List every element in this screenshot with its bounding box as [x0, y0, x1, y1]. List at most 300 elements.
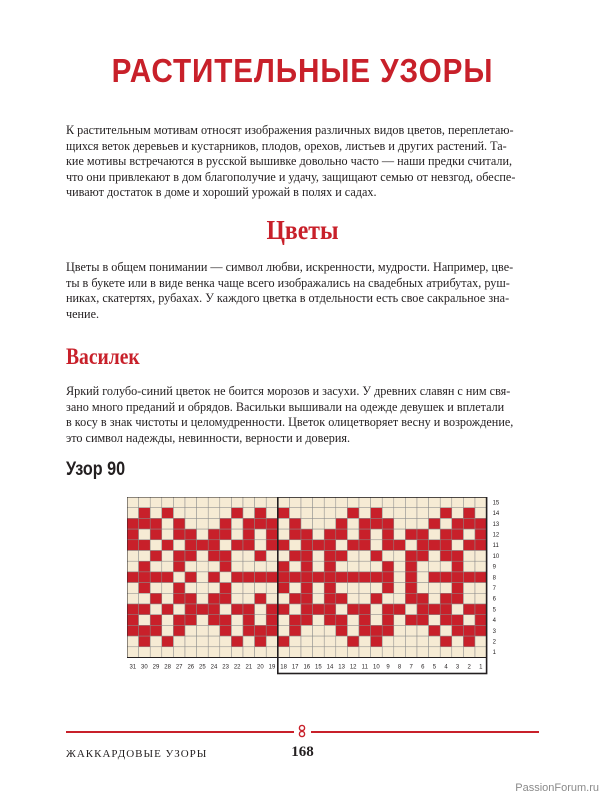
pattern-cell — [440, 572, 452, 583]
pattern-cell — [475, 636, 487, 647]
pattern-cell — [185, 572, 197, 583]
pattern-cell — [382, 647, 394, 658]
pattern-cell — [382, 615, 394, 626]
pattern-cell — [197, 572, 209, 583]
pattern-cell — [324, 551, 336, 562]
column-label: 23 — [222, 664, 229, 671]
pattern-cell — [243, 540, 255, 551]
pattern-cell — [336, 518, 348, 529]
pattern-cell — [278, 540, 290, 551]
pattern-cell — [266, 593, 278, 604]
pattern-cell — [452, 508, 464, 519]
pattern-cell — [197, 583, 209, 594]
row-label: 3 — [492, 628, 496, 635]
subsection-paragraph — [66, 384, 560, 446]
pattern-cell — [324, 625, 336, 636]
pattern-cell — [289, 593, 301, 604]
pattern-cell — [197, 518, 209, 529]
pattern-cell — [173, 593, 185, 604]
pattern-cell — [324, 636, 336, 647]
pattern-cell — [405, 615, 417, 626]
pattern-cell — [417, 572, 429, 583]
pattern-cell — [347, 604, 359, 615]
section-line: никах, скатертях, рубахах. У каждого цветка в отдельности есть свое сакральное зна- — [66, 291, 510, 306]
pattern-cell — [278, 561, 290, 572]
column-label: 13 — [338, 664, 345, 671]
pattern-cell — [289, 604, 301, 615]
pattern-cell — [266, 615, 278, 626]
pattern-cell — [208, 561, 220, 572]
pattern-cell — [452, 561, 464, 572]
pattern-cell — [382, 572, 394, 583]
pattern-cell — [266, 647, 278, 658]
pattern-cell — [139, 636, 151, 647]
footer-ornament-icon — [295, 724, 309, 738]
pattern-cell — [278, 518, 290, 529]
pattern-cell — [208, 540, 220, 551]
pattern-cell — [289, 551, 301, 562]
column-label: 5 — [432, 664, 437, 671]
pattern-cell — [347, 529, 359, 540]
pattern-cell — [231, 551, 243, 562]
pattern-cell — [173, 625, 185, 636]
pattern-cell — [127, 572, 139, 583]
pattern-cell — [220, 583, 232, 594]
pattern-cell — [463, 529, 475, 540]
pattern-cell — [371, 529, 383, 540]
pattern-cell — [231, 647, 243, 658]
pattern-cell — [255, 636, 267, 647]
pattern-cell — [347, 508, 359, 519]
pattern-cell — [452, 583, 464, 594]
pattern-cell — [150, 540, 162, 551]
pattern-cell — [417, 529, 429, 540]
pattern-cell — [289, 636, 301, 647]
pattern-cell — [185, 583, 197, 594]
column-label: 14 — [326, 664, 334, 671]
pattern-cell — [162, 604, 174, 615]
pattern-cell — [208, 518, 220, 529]
pattern-cell — [278, 497, 290, 508]
column-label: 24 — [210, 664, 218, 671]
pattern-cell — [243, 636, 255, 647]
pattern-cell — [197, 529, 209, 540]
pattern-cell — [301, 529, 313, 540]
column-label: 15 — [315, 664, 322, 671]
row-label: 1 — [492, 650, 496, 657]
pattern-cell — [231, 561, 243, 572]
pattern-cell — [359, 497, 371, 508]
pattern-cell — [440, 508, 452, 519]
pattern-cell — [336, 615, 348, 626]
pattern-cell — [429, 647, 441, 658]
pattern-cell — [452, 647, 464, 658]
pattern-cell — [208, 615, 220, 626]
column-label: 22 — [233, 664, 241, 671]
pattern-cell — [336, 647, 348, 658]
pattern-cell — [429, 540, 441, 551]
pattern-cell — [278, 583, 290, 594]
pattern-cell — [371, 615, 383, 626]
column-label: 29 — [152, 664, 160, 671]
pattern-cell — [278, 508, 290, 519]
pattern-cell — [150, 615, 162, 626]
pattern-cell — [382, 636, 394, 647]
pattern-cell — [463, 508, 475, 519]
row-label: 8 — [492, 575, 496, 582]
pattern-cell — [185, 593, 197, 604]
pattern-cell — [127, 561, 139, 572]
pattern-cell — [452, 593, 464, 604]
pattern-cell — [243, 518, 255, 529]
pattern-cell — [429, 529, 441, 540]
intro-line: что они привлекают в дом благополучие и удачу, защищают семью от невзгод, обеспе- — [66, 169, 516, 184]
pattern-cell — [173, 508, 185, 519]
pattern-cell — [440, 615, 452, 626]
pattern-cell — [127, 615, 139, 626]
pattern-cell — [266, 508, 278, 519]
pattern-cell — [220, 551, 232, 562]
pattern-cell — [405, 583, 417, 594]
pattern-cell — [429, 497, 441, 508]
pattern-cell — [394, 615, 406, 626]
pattern-cell — [475, 625, 487, 636]
pattern-cell — [313, 583, 325, 594]
pattern-cell — [324, 518, 336, 529]
pattern-cell — [185, 529, 197, 540]
pattern-cell — [243, 529, 255, 540]
pattern-cell — [394, 540, 406, 551]
pattern-cell — [185, 604, 197, 615]
pattern-cell — [185, 615, 197, 626]
pattern-cell — [371, 497, 383, 508]
pattern-cell — [417, 604, 429, 615]
pattern-cell — [231, 604, 243, 615]
pattern-cell — [313, 593, 325, 604]
pattern-cell — [382, 529, 394, 540]
pattern-cell — [475, 540, 487, 551]
pattern-cell — [301, 540, 313, 551]
pattern-cell — [359, 636, 371, 647]
pattern-cell — [220, 540, 232, 551]
pattern-cell — [405, 604, 417, 615]
pattern-cell — [127, 518, 139, 529]
pattern-cell — [405, 561, 417, 572]
pattern-cell — [359, 551, 371, 562]
pattern-cell — [127, 604, 139, 615]
pattern-cell — [359, 625, 371, 636]
column-label: 20 — [257, 664, 264, 671]
pattern-cell — [220, 529, 232, 540]
pattern-cell — [255, 647, 267, 658]
pattern-cell — [382, 583, 394, 594]
pattern-cell — [417, 551, 429, 562]
pattern-cell — [463, 583, 475, 594]
pattern-cell — [173, 572, 185, 583]
column-label: 27 — [175, 664, 183, 671]
column-label: 11 — [361, 664, 368, 671]
section-line: Цветы в общем понимании — символ любви, искренности, мудрости. Например, цве- — [66, 260, 514, 274]
watermark: PassionForum.ru — [515, 782, 599, 794]
pattern-cell — [197, 647, 209, 658]
pattern-cell — [440, 593, 452, 604]
pattern-cell — [289, 615, 301, 626]
pattern-cell — [324, 604, 336, 615]
pattern-cell — [429, 561, 441, 572]
pattern-cell — [405, 497, 417, 508]
pattern-cell — [255, 593, 267, 604]
pattern-cell — [278, 647, 290, 658]
pattern-cell — [162, 593, 174, 604]
pattern-cell — [162, 647, 174, 658]
pattern-cell — [347, 572, 359, 583]
pattern-cell — [289, 529, 301, 540]
pattern-cell — [301, 593, 313, 604]
subsection-line: в косу в знак чистоты и целомудренности. Цветок олицетворяет весну и возрождение, — [66, 415, 514, 430]
pattern-cell — [208, 508, 220, 519]
pattern-cell — [150, 518, 162, 529]
column-label: 21 — [245, 664, 253, 671]
footer-divider-right — [311, 731, 539, 733]
pattern-cell — [371, 551, 383, 562]
pattern-cell — [173, 529, 185, 540]
column-label: 2 — [467, 664, 471, 671]
row-label: 15 — [492, 500, 500, 507]
pattern-cell — [208, 551, 220, 562]
pattern-cell — [185, 551, 197, 562]
pattern-cell — [150, 636, 162, 647]
column-label: 25 — [199, 664, 206, 671]
pattern-cell — [394, 636, 406, 647]
pattern-cell — [324, 593, 336, 604]
pattern-cell — [347, 518, 359, 529]
pattern-cell — [220, 604, 232, 615]
pattern-cell — [324, 497, 336, 508]
pattern-cell — [150, 497, 162, 508]
pattern-cell — [243, 497, 255, 508]
pattern-cell — [359, 529, 371, 540]
pattern-cell — [452, 625, 464, 636]
pattern-cell — [440, 604, 452, 615]
pattern-cell — [382, 551, 394, 562]
pattern-cell — [324, 572, 336, 583]
pattern-cell — [208, 572, 220, 583]
pattern-cell — [139, 572, 151, 583]
pattern-cell — [231, 625, 243, 636]
pattern-cell — [220, 625, 232, 636]
pattern-cell — [278, 551, 290, 562]
pattern-cell — [429, 625, 441, 636]
pattern-cell — [336, 636, 348, 647]
pattern-cell — [463, 561, 475, 572]
pattern-cell — [139, 583, 151, 594]
pattern-cell — [394, 572, 406, 583]
pattern-cell — [243, 508, 255, 519]
pattern-cell — [452, 604, 464, 615]
pattern-cell — [150, 551, 162, 562]
pattern-cell — [440, 561, 452, 572]
pattern-cell — [301, 604, 313, 615]
pattern-cell — [359, 593, 371, 604]
pattern-cell — [208, 497, 220, 508]
pattern-cell — [371, 593, 383, 604]
pattern-cell — [266, 529, 278, 540]
footer-book-title: ЖАККАРДОВЫЕ УЗОРЫ — [66, 748, 208, 760]
pattern-cell — [417, 497, 429, 508]
pattern-cell — [185, 647, 197, 658]
pattern-cell — [139, 647, 151, 658]
pattern-cell — [127, 551, 139, 562]
pattern-cell — [127, 647, 139, 658]
pattern-cell — [197, 551, 209, 562]
pattern-cell — [463, 497, 475, 508]
pattern-cell — [185, 540, 197, 551]
pattern-cell — [324, 647, 336, 658]
pattern-cell — [417, 561, 429, 572]
section-title: Цветы — [266, 215, 339, 245]
pattern-cell — [417, 583, 429, 594]
pattern-cell — [336, 572, 348, 583]
pattern-cell — [150, 625, 162, 636]
pattern-cell — [162, 551, 174, 562]
pattern-cell — [417, 625, 429, 636]
pattern-cell — [475, 497, 487, 508]
pattern-cell — [394, 604, 406, 615]
pattern-cell — [371, 540, 383, 551]
pattern-cell — [429, 583, 441, 594]
pattern-cell — [347, 551, 359, 562]
column-label: 18 — [280, 664, 287, 671]
pattern-cell — [440, 647, 452, 658]
pattern-cell — [475, 508, 487, 519]
pattern-cell — [336, 593, 348, 604]
pattern-cell — [359, 561, 371, 572]
pattern-cell — [173, 647, 185, 658]
pattern-cell — [394, 593, 406, 604]
pattern-cell — [301, 572, 313, 583]
pattern-cell — [243, 561, 255, 572]
pattern-cell — [255, 572, 267, 583]
row-label: 9 — [492, 564, 496, 571]
pattern-cell — [208, 604, 220, 615]
pattern-cell — [197, 604, 209, 615]
pattern-cell — [139, 593, 151, 604]
pattern-cell — [266, 518, 278, 529]
pattern-cell — [231, 497, 243, 508]
pattern-cell — [139, 518, 151, 529]
pattern-cell — [440, 529, 452, 540]
pattern-cell — [359, 572, 371, 583]
pattern-cell — [289, 518, 301, 529]
pattern-cell — [231, 583, 243, 594]
pattern-cell — [139, 551, 151, 562]
pattern-cell — [208, 647, 220, 658]
pattern-cell — [324, 615, 336, 626]
section-line: ты в букете или в виде венка чаще всего изображались на свадебных атрибутах, руш- — [66, 275, 510, 290]
column-label: 31 — [129, 664, 137, 671]
pattern-cell — [324, 529, 336, 540]
pattern-cell — [173, 583, 185, 594]
pattern-cell — [208, 529, 220, 540]
pattern-cell — [266, 572, 278, 583]
pattern-cell — [208, 625, 220, 636]
row-label: 7 — [492, 585, 496, 592]
pattern-cell — [127, 625, 139, 636]
pattern-cell — [463, 593, 475, 604]
pattern-cell — [382, 508, 394, 519]
pattern-cell — [347, 561, 359, 572]
pattern-cell — [173, 604, 185, 615]
pattern-cell — [278, 593, 290, 604]
pattern-cell — [255, 604, 267, 615]
pattern-cell — [475, 583, 487, 594]
pattern-cell — [359, 647, 371, 658]
pattern-cell — [185, 518, 197, 529]
pattern-cell — [289, 497, 301, 508]
pattern-cell — [313, 604, 325, 615]
pattern-cell — [475, 647, 487, 658]
pattern-cell — [301, 551, 313, 562]
intro-line: К растительным мотивам относят изображения различных видов цветов, переплетаю- — [66, 123, 514, 137]
pattern-cell — [185, 561, 197, 572]
pattern-cell — [463, 518, 475, 529]
row-label: 11 — [492, 543, 499, 550]
row-label: 14 — [492, 511, 500, 518]
pattern-cell — [220, 497, 232, 508]
pattern-cell — [255, 561, 267, 572]
pattern-cell — [243, 583, 255, 594]
pattern-cell — [289, 508, 301, 519]
pattern-cell — [452, 551, 464, 562]
pattern-cell — [139, 540, 151, 551]
pattern-cell — [463, 540, 475, 551]
column-label: 8 — [397, 664, 402, 671]
pattern-cell — [417, 518, 429, 529]
pattern-cell — [452, 615, 464, 626]
pattern-cell — [139, 561, 151, 572]
pattern-cell — [301, 497, 313, 508]
pattern-cell — [173, 540, 185, 551]
pattern-cell — [417, 647, 429, 658]
pattern-cell — [185, 508, 197, 519]
pattern-cell — [231, 615, 243, 626]
row-label: 10 — [492, 553, 500, 560]
pattern-cell — [382, 593, 394, 604]
pattern-cell — [173, 615, 185, 626]
pattern-cell — [173, 497, 185, 508]
pattern-cell — [324, 561, 336, 572]
intro-line: чивают достаток в доме и хороший урожай в полях и садах. — [66, 185, 377, 200]
row-label: 6 — [492, 596, 496, 603]
pattern-cell — [220, 508, 232, 519]
pattern-cell — [289, 572, 301, 583]
pattern-cell — [231, 508, 243, 519]
pattern-cell — [440, 636, 452, 647]
pattern-cell — [347, 497, 359, 508]
pattern-cell — [173, 551, 185, 562]
pattern-cell — [394, 561, 406, 572]
pattern-cell — [197, 497, 209, 508]
pattern-cell — [255, 529, 267, 540]
pattern-cell — [336, 583, 348, 594]
pattern-cell — [347, 540, 359, 551]
pattern-cell — [440, 540, 452, 551]
column-label: 17 — [291, 664, 299, 671]
pattern-cell — [429, 551, 441, 562]
pattern-cell — [231, 529, 243, 540]
pattern-cell — [313, 508, 325, 519]
column-label: 16 — [303, 664, 311, 671]
